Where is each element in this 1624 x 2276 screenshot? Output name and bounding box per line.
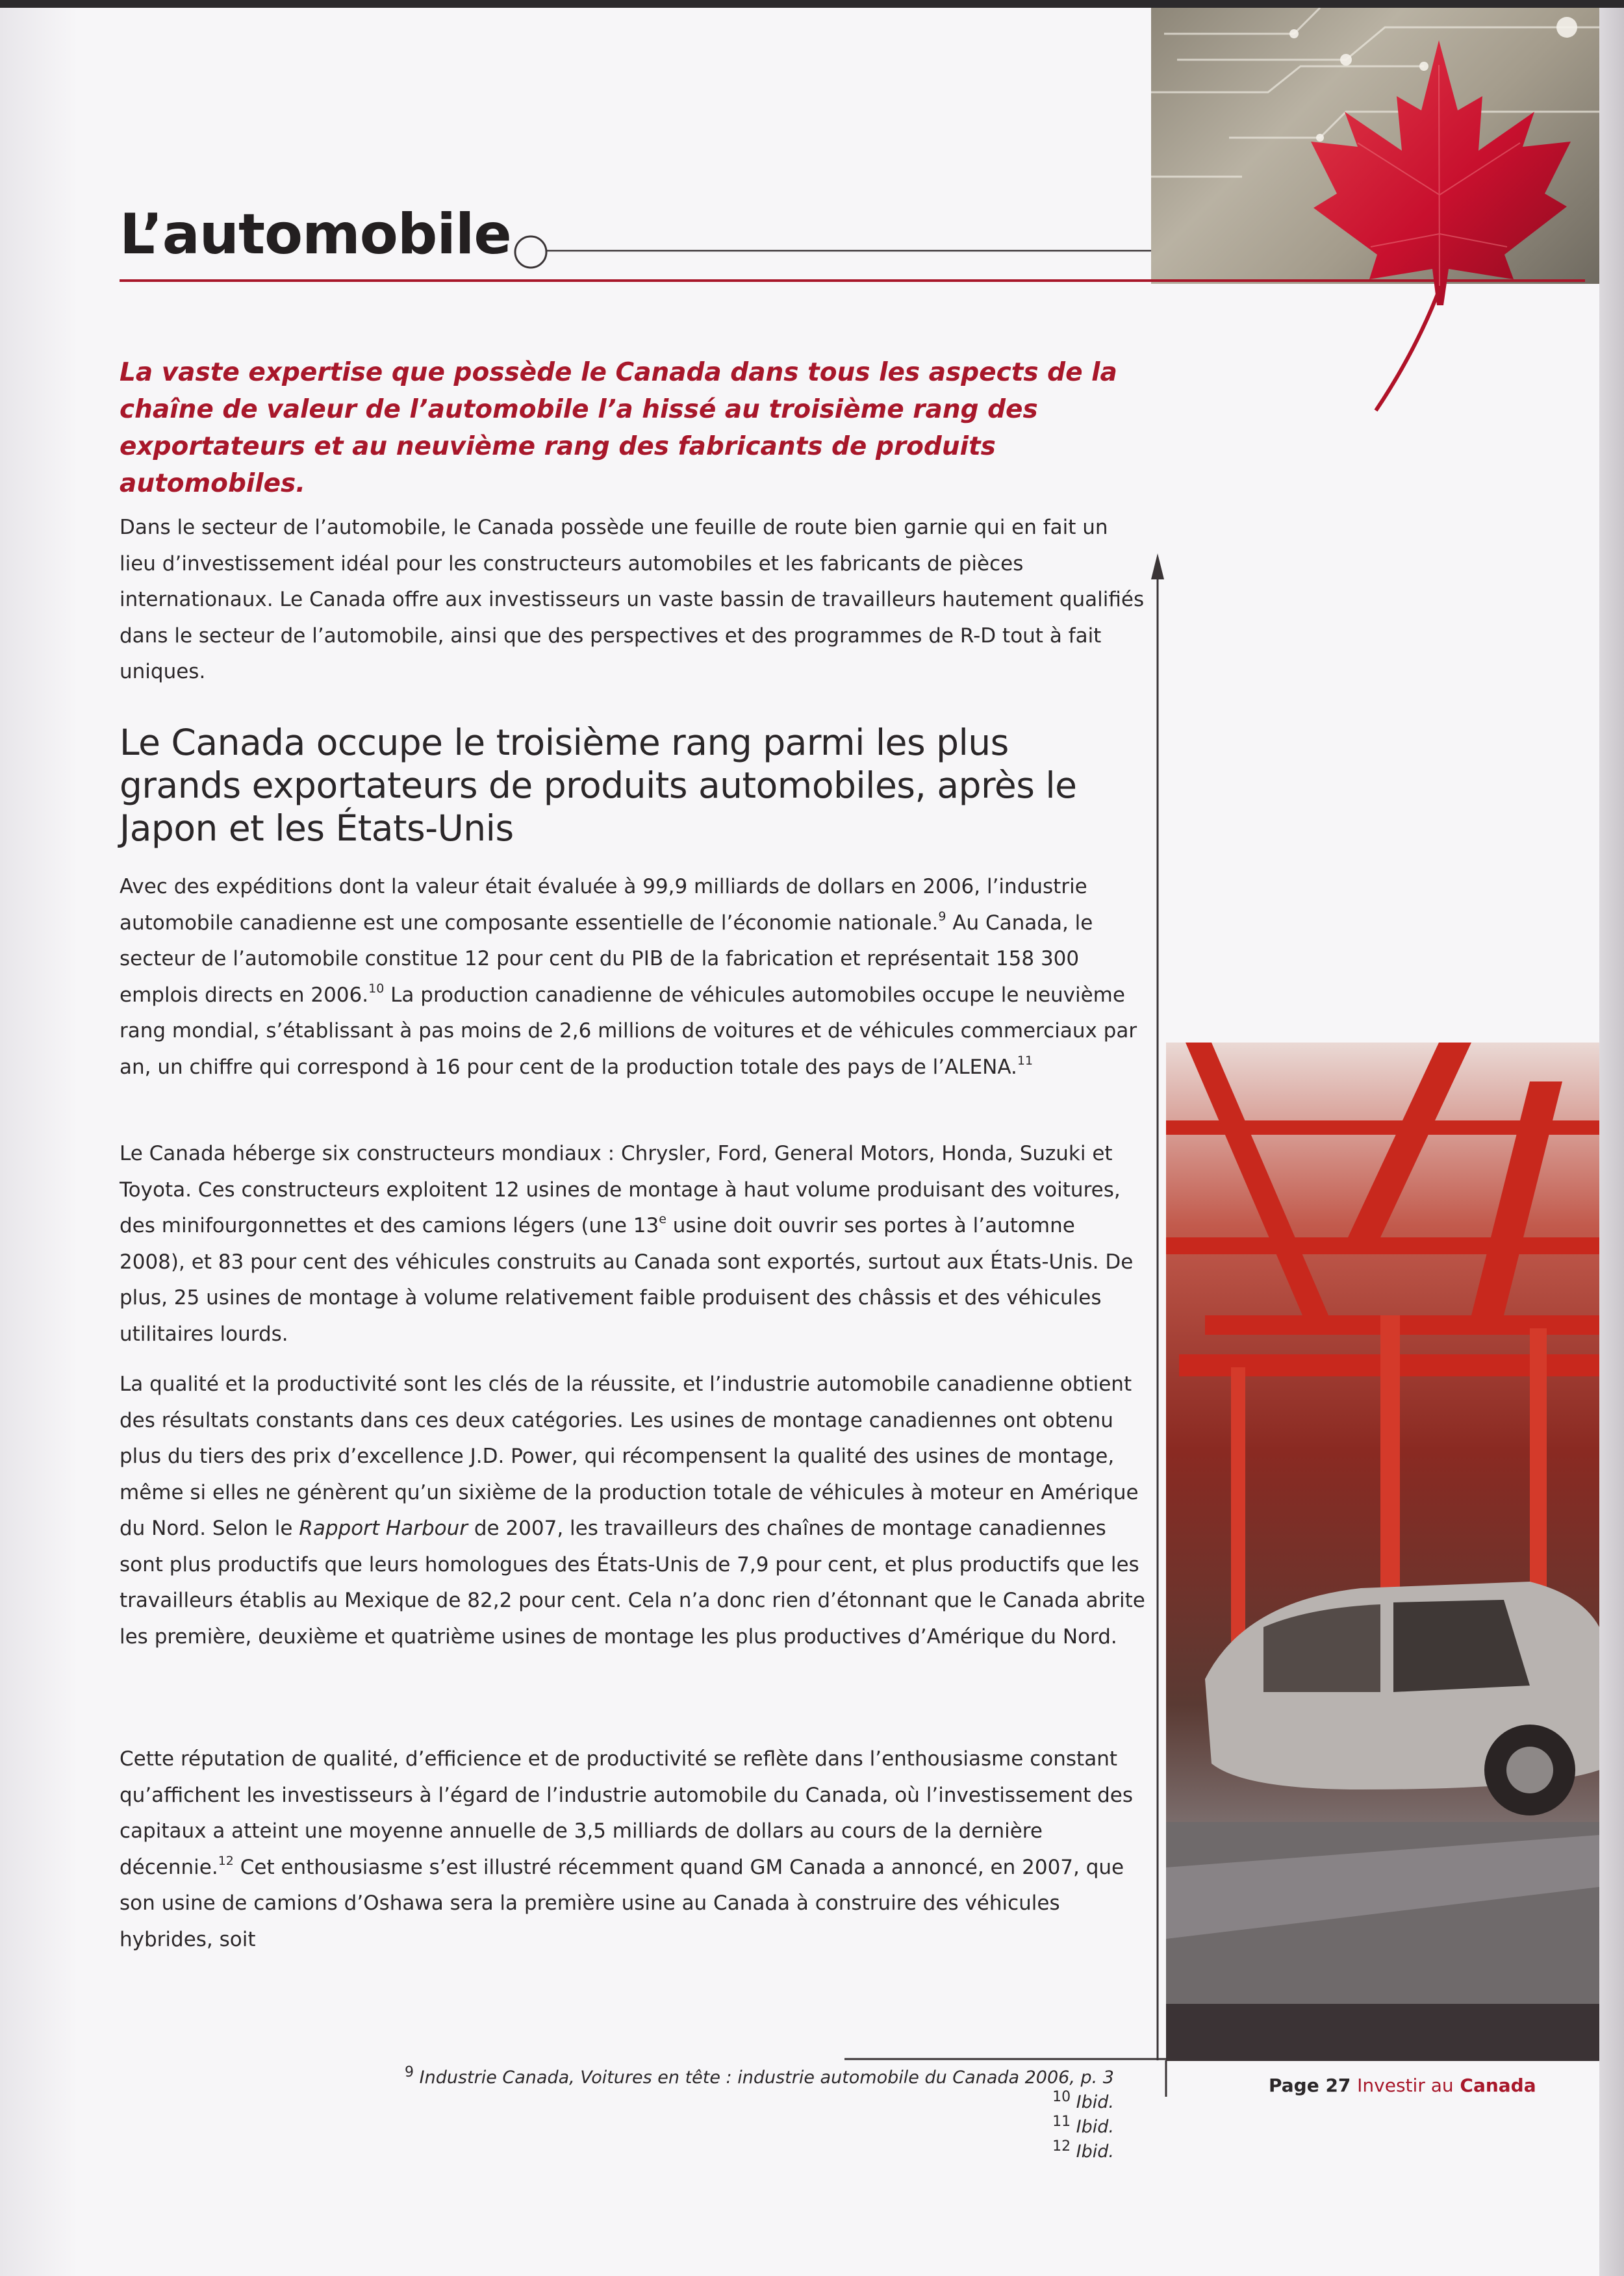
page-shadow <box>0 0 78 2276</box>
paragraph-exports: Avec des expéditions dont la valeur était évaluée à 99,9 milliards de dollars en 2006, l’industrie automobile canadienne est une composante essentielle de l’économie nationale.$^9$ Au Canada, le secteur de l’automobile constitue 12 pour cent du PIB de la fabrication et représentait 158 300 emplois directs en 2006.10 La production canadienne de véhicules automobiles occupe le neuvième rang mondial, s’établissant à pas moins de 2,6 millions de voitures et de véhicules commerciaux par an, un chiffre qui correspond à 16 pour cent de la production totale des pays de l’ALENA.$^{11}$ <box>120 875 1137 1079</box>
paragraph-manufacturers: Le Canada héberge six constructeurs mondiaux : Chrysler, Ford, General Motors, Honda, Suzuki et Toyota. Ces constructeurs exploitent 12 usines de montage à haut volume produisant des voitures, des minifourgonnettes et des camions légers (une 13e usine doit ouvrir ses portes à l’automne 2008), et 83 pour cent des véhicules construits au Canada sont exportés, surtout aux États-Unis. De plus, 25 usines de montage à volume relativement faible produisent des châssis et des véhicules utilitaires lourds. <box>120 1142 1134 1346</box>
publication-name: Investir au <box>1357 2075 1454 2096</box>
automotive-assembly-photo <box>1166 1043 1599 2061</box>
intro-paragraph: Dans le secteur de l’automobile, le Canada possède une feuille de route bien garnie qui en fait un lieu d’investissement idéal pour les constructeurs automobiles et les fabricants de pièces internationaux. Le Canada offre aux investisseurs un vaste bassin de travailleurs hautement qualifiés dans le secteur de l’automobile, ainsi que des perspectives et des programmes de R-D tout à fait uniques. <box>120 516 1145 683</box>
lead-paragraph: La vaste expertise que possède le Canada dans tous les aspects de la chaîne de valeur de l’automobile l’a hissé au troisième rang des exportateurs et au neuvième rang des fabricants de produits automobiles. <box>120 358 1117 498</box>
publication-country: Canada <box>1460 2075 1536 2096</box>
footnote-12: $^{12}$ Ibid. <box>1052 2138 1114 2162</box>
footnote-ref: 11 <box>1017 1053 1034 1068</box>
footnote-10: $^{10}$ Ibid. <box>1052 2089 1114 2112</box>
header-circuit-image <box>1151 8 1599 284</box>
page-number: Page 27 <box>1269 2075 1351 2096</box>
section-heading: Le Canada occupe le troisième rang parmi les plus grands exportateurs de produits automobiles, après le Japon et les États-Unis <box>120 722 1077 849</box>
footnote-9: $^9$ Industrie Canada, Voitures en tête : industrie automobile du Canada 2006, p. 3 <box>405 2064 1114 2088</box>
page-number-label <box>1269 2074 1536 2097</box>
paragraph-quality: La qualité et la productivité sont les clés de la réussite, et l’industrie automobile canadienne obtient des résultats constants dans ces deux catégories. Les usines de montage canadiennes ont obtenu plus du tiers des prix d’excellence J.D. Power, qui récompensent la qualité des usines de montage, même si elles ne génèrent qu’un sixième de la production totale de véhicules à moteur en Amérique du Nord. Selon le Rapport Harbour de 2007, les travailleurs des chaînes de montage canadiennes sont plus productifs que leurs homologues des États-Unis de 7,9 pour cent, et plus productifs que les travailleurs établis au Mexique de 82,2 pour cent. Cela n’a donc rien d’étonnant que le Canada abrite les première, deuxième et quatrième usines de montage les plus productives d’Amérique du Nord. <box>120 1372 1145 1649</box>
report-title: Rapport Harbour <box>299 1517 468 1540</box>
footnote-ref: 12 <box>218 1853 234 1868</box>
page-gutter <box>1599 8 1624 2276</box>
footnotes <box>364 2066 1114 2164</box>
footnote-11: $^{11}$ Ibid. <box>1052 2114 1114 2137</box>
footnote-ref: 9 <box>938 909 946 924</box>
circuit-lines <box>1151 8 1599 284</box>
page-title: L’automobile <box>120 202 511 267</box>
scan-top-edge <box>0 0 1624 8</box>
assembly-line-illustration <box>1166 1043 1599 2061</box>
footnote-ref: 10 <box>368 981 385 996</box>
paragraph-investment: Cette réputation de qualité, d’efficience et de productivité se reflète dans l’enthousiasme constant qu’affichent les investisseurs à l’égard de l’industrie automobile du Canada, où l’investissement des capitaux a atteint une moyenne annuelle de 3,5 milliards de dollars au cours de la dernière décennie.$^{12}$ Cet enthousiasme s’est illustré récemment quand GM Canada a annoncé, en 2007, que son usine de camions d’Oshawa sera la première usine au Canada à construire des véhicules hybrides, soit <box>120 1747 1134 1951</box>
